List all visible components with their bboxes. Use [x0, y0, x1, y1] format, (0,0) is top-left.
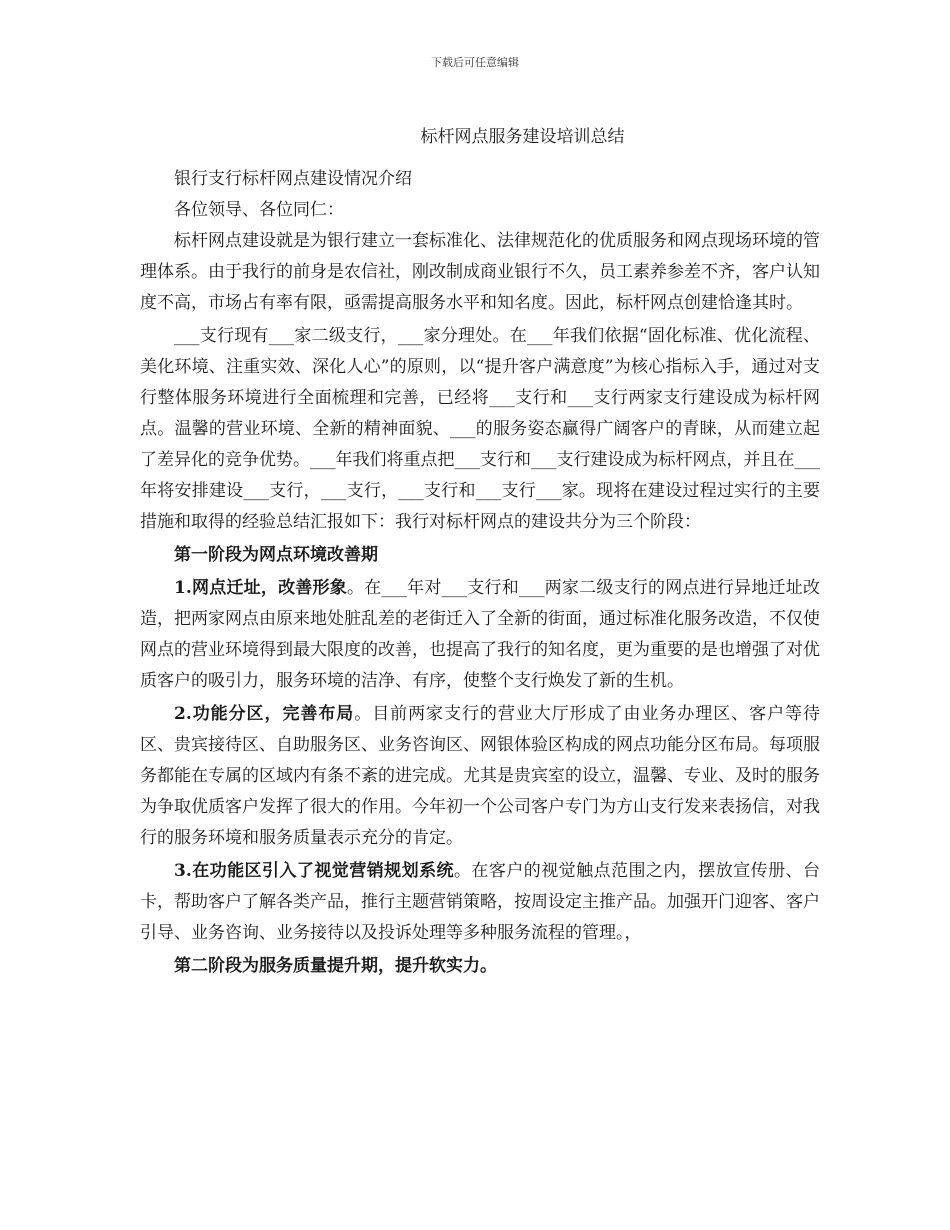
item1-text: 。在___年对___支行和___两家二级支行的网点进行异地迁址改造，把两家网点由原来地处脏乱差的老街迁入了全新的街面，通过标准化服务改造，不仅使网点的营业环境得到最大限度的改善，也提高了我行的知名度，更为重要的是也增强了对优质客户的吸引力，服务环境的洁净、有序，使整个支行焕发了新的生机。: [140, 578, 821, 691]
item3-lead: 3.在功能区引入了视觉营销规划系统: [174, 861, 454, 881]
item2-lead: 2.功能分区，完善布局: [174, 704, 355, 724]
item2-paragraph: [140, 699, 820, 854]
item1-paragraph: [140, 573, 820, 697]
item2-text: 。目前两家支行的营业大厅形成了由业务办理区、客户等待区、贵宾接待区、自助服务区、业务咨询区、网银体验区构成的网点功能分区布局。每项服务都能在专属的区域内有条不紊的进完成。尤其是贵宾室的设立，温馨、专业、及时的服务为争取优质客户发挥了很大的作用。今年初一个公司客户专门为方山支行发来表扬信，对我行的服务环境和服务质量表示充分的肯定。: [140, 704, 820, 848]
item1-lead: 1.网点迁址，改善形象: [174, 578, 347, 598]
stage1-heading: 第一阶段为网点环境改善期: [174, 545, 378, 565]
item3-text: 。在客户的视觉触点范围之内，摆放宣传册、台卡，帮助客户了解各类产品，推行主题营销策略，按周设定主推产品。加强开门迎客、客户引导、业务咨询、业务接待以及投诉处理等多种服务流程的管理。，: [140, 861, 820, 943]
stage2-heading: 第二阶段为服务质量提升期，提升软实力。: [174, 956, 497, 976]
subtitle: 银行支行标杆网点建设情况介绍: [174, 169, 412, 189]
item3-paragraph: [140, 856, 820, 949]
header-note: 下载后可任意编辑: [431, 56, 519, 69]
document-body: [140, 164, 820, 982]
document-title: 标杆网点服务建设培训总结: [420, 127, 625, 147]
paragraph-intro: 标杆网点建设就是为银行建立一套标准化、法律规范化的优质服务和网点现场环境的管理体系。由于我行的前身是农信社，刚改制成商业银行不久，员工素养参差不齐，客户认知度不高，市场占有率有限，亟需提高服务水平和知名度。因此，标杆网点创建恰逢其时。: [140, 231, 820, 313]
paragraph-overview: ___支行现有___家二级支行，___家分理处。在___年我们依据“固化标准、优化流程、美化环境、注重实效、深化人心”的原则，以“提升客户满意度”为核心指标入手，通过对支行整体服务环境进行全面梳理和完善，已经将___支行和___支行两家支行建设成为标杆网点。温馨的营业环境、全新的精神面貌、___的服务姿态赢得广阔客户的青睐，从而建立起了差异化的竞争优势。___年我们将重点把___支行和___支行建设成为标杆网点，并且在___年将安排建设___支行，___支行，___支行和___支行___家。现将在建设过程过实行的主要措施和取得的经验总结汇报如下：我行对标杆网点的建设共分为三个阶段：: [140, 326, 820, 532]
salutation: 各位领导、各位同仁：: [174, 200, 344, 220]
